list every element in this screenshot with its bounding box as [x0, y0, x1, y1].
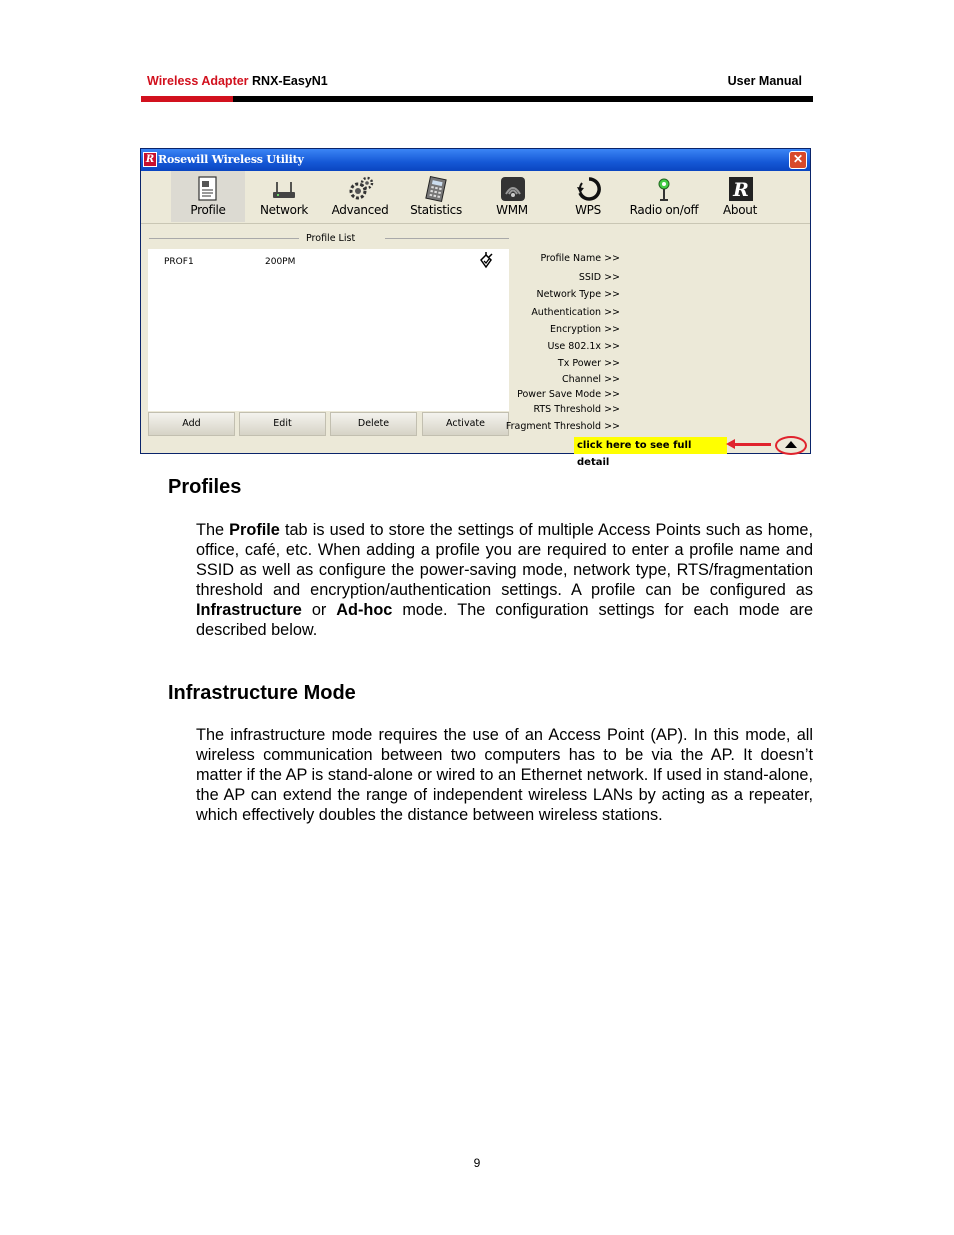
add-button[interactable]: Add — [148, 412, 235, 436]
group-line — [385, 238, 509, 239]
profile-ssid-cell: 200PM — [265, 257, 296, 267]
text-run: mode. The configuration settings for each mode are described below. — [196, 601, 813, 639]
section-heading-profiles: Profiles — [168, 476, 242, 498]
header-model: RNX-EasyN1 — [252, 74, 328, 88]
tab-label: Advanced — [331, 203, 389, 217]
tab-label: Network — [259, 203, 308, 217]
tab-about[interactable] — [703, 171, 777, 222]
section-heading-infrastructure: Infrastructure Mode — [168, 682, 356, 704]
bold-term: Infrastructure — [196, 601, 302, 619]
svg-text:R: R — [733, 179, 749, 201]
full-detail-callout: click here to see full detail — [574, 437, 727, 454]
detail-tx-power: Tx Power >> — [557, 358, 620, 369]
activate-button[interactable]: Activate — [422, 412, 509, 436]
detail-rts-threshold: RTS Threshold >> — [533, 404, 620, 415]
tab-advanced[interactable] — [323, 171, 397, 222]
tab-network[interactable] — [247, 171, 321, 222]
wps-icon — [576, 176, 602, 202]
detail-ssid: SSID >> — [578, 272, 620, 283]
text-run: or — [301, 601, 337, 619]
profile-icon — [196, 176, 220, 202]
delete-button[interactable]: Delete — [330, 412, 417, 436]
detail-encryption: Encryption >> — [550, 324, 620, 335]
detail-channel: Channel >> — [562, 374, 620, 385]
profile-name-cell: PROF1 — [164, 257, 194, 267]
window-title: Rosewill Wireless Utility — [158, 153, 304, 166]
text-run: tab is used to store the settings of multiple Access Points such as home, office, café, etc. When adding a profile you are required to enter a profile name and SSID as well as configure the power-saving mode, network type, RTS/fragmentation threshold and encryption/authentication settings. A profile can be configured as — [196, 521, 813, 599]
expand-details-button[interactable] — [775, 436, 807, 455]
triangle-up-icon — [785, 441, 797, 448]
bold-term: Profile — [229, 521, 280, 539]
detail-fragment-threshold: Fragment Threshold >> — [505, 421, 620, 432]
text-run: The infrastructure mode requires the use of an Access Point (AP). In this mode, all wireless communication between two computers has to be via the AP. It doesn’t matter if the AP is stand-alone or wired to an Ethernet network. If used in stand-alone, the AP can extend the range of independent wireless LANs by acting as a repeater, which effectively doubles the distance between wireless stations. — [196, 726, 813, 824]
tab-profile[interactable] — [171, 171, 245, 222]
page-number: 9 — [473, 1156, 481, 1170]
callout-arrow — [731, 443, 771, 446]
tab-label: About — [723, 203, 757, 217]
tab-label: WMM — [496, 203, 528, 217]
tab-wps[interactable] — [551, 171, 625, 222]
tab-label: Radio on/off — [629, 203, 699, 217]
header-rule-accent — [141, 96, 233, 102]
app-logo-icon: R — [143, 152, 157, 167]
edit-button[interactable]: Edit — [239, 412, 326, 436]
advanced-icon — [348, 176, 374, 202]
toolbar — [141, 171, 810, 224]
header-brand: Wireless Adapter — [147, 74, 249, 88]
detail-profile-name: Profile Name >> — [540, 253, 620, 264]
group-line — [149, 238, 299, 239]
detail-network-type: Network Type >> — [536, 289, 620, 300]
tab-radio-on-off[interactable] — [627, 171, 701, 222]
active-profile-icon — [478, 252, 494, 270]
about-icon — [728, 176, 754, 202]
detail-authentication: Authentication >> — [531, 307, 620, 318]
tab-label: Profile — [190, 203, 226, 217]
header-doc-type: User Manual — [727, 74, 802, 88]
tab-statistics[interactable] — [399, 171, 473, 222]
callout-arrow-head — [726, 439, 735, 449]
profile-list[interactable] — [148, 249, 509, 411]
tab-label: WPS — [575, 203, 601, 217]
profile-list-title: Profile List — [306, 233, 356, 244]
utility-window — [140, 148, 811, 468]
wmm-icon — [500, 176, 526, 202]
detail-use-8021x: Use 802.1x >> — [547, 341, 620, 352]
network-icon — [272, 176, 296, 202]
close-button[interactable]: ✕ — [789, 151, 807, 169]
tab-wmm[interactable] — [475, 171, 549, 222]
profiles-paragraph — [196, 520, 813, 640]
statistics-icon — [424, 176, 448, 202]
page-header-title — [147, 74, 328, 88]
text-run: The — [196, 521, 230, 539]
header-rule — [141, 96, 813, 102]
infrastructure-paragraph — [196, 725, 813, 825]
window-titlebar — [141, 149, 810, 171]
bold-term: Ad-hoc — [336, 601, 393, 619]
tab-label: Statistics — [410, 203, 462, 217]
detail-power-save-mode: Power Save Mode >> — [517, 389, 620, 400]
radio-icon — [652, 176, 676, 202]
